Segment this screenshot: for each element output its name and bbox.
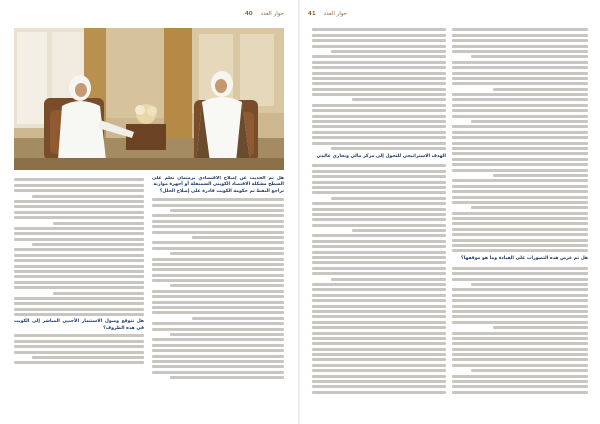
body-text	[452, 28, 588, 252]
right-section-title: حوار العدد	[323, 11, 348, 17]
left-page-number: 40	[244, 11, 253, 17]
question-heading: هل تتوقع وصول الاستثمار الأجنبي المباشر إلى الكويت في هذه الظروف؟	[14, 319, 144, 331]
body-text	[312, 164, 446, 393]
right-page	[300, 0, 600, 424]
left-page-column-left	[14, 176, 144, 416]
right-page-column-left	[312, 26, 446, 418]
left-page-header	[14, 8, 284, 20]
question-heading: الهدف الاستراتيجي للتحول إلى مركز مالي وتجاري عالمي	[316, 153, 446, 159]
body-text	[452, 267, 588, 394]
left-section-title: حوار العدد	[260, 11, 284, 17]
body-text	[14, 178, 144, 316]
body-text	[152, 198, 284, 379]
body-text	[14, 334, 144, 364]
question-heading: تراجع النفط ثم حكومة الكويت قادرة على إصلاح الخلل؟	[159, 188, 284, 194]
right-page-column-right	[452, 26, 588, 418]
left-page-column-right	[152, 176, 284, 416]
right-page-header	[308, 8, 368, 20]
question-heading: هل تم عرض هذه التصورات على القيادة وما هو موقفها؟	[460, 256, 588, 262]
interview-photo	[14, 28, 284, 170]
right-page-number: 41	[308, 11, 316, 17]
body-text	[312, 28, 446, 150]
question-heading: هل تم الحديث عن إصلاح الاقتصادي برمتمان تعلم على السطح مشكلة الاقتصاد الكويتي السمنقلة أو أجهزة موازنة	[152, 176, 284, 188]
interview-photo-illustration	[14, 28, 284, 170]
